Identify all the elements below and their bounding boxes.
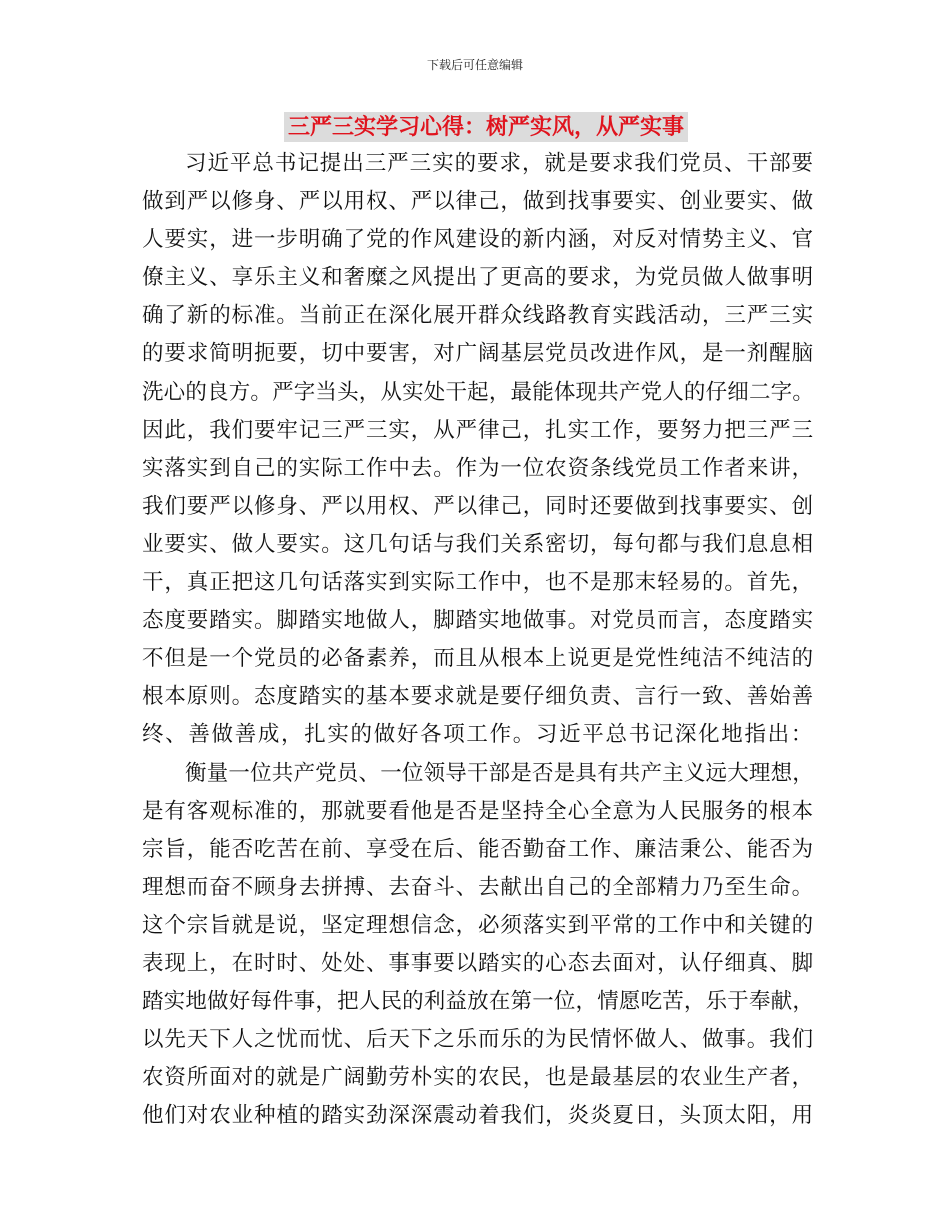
text-line: 终、善做善成，扎实的做好各项工作。习近平总书记深化地指出： [142, 722, 814, 748]
text-line: 态度要踏实。脚踏实地做人，脚踏实地做事。对党员而言，态度踏实 [142, 608, 814, 634]
text-line: 确了新的标准。当前正在深化展开群众线路教育实践活动，三严三实 [142, 303, 814, 329]
document-body [142, 145, 814, 1135]
text-line: 人要实，进一步明确了党的作风建设的新内涵，对反对情势主义、官 [142, 227, 814, 253]
text-line: 表现上，在时时、处处、事事要以踏实的心态去面对，认仔细真、脚 [142, 950, 814, 976]
text-line: 的要求简明扼要，切中要害，对广阔基层党员改进作风，是一剂醒脑 [142, 341, 814, 367]
text-line: 业要实、做人要实。这几句话与我们关系密切，每句都与我们息息相 [142, 531, 814, 557]
text-line: 因此，我们要牢记三严三实，从严律己，扎实工作，要努力把三严三 [142, 417, 814, 443]
text-line: 我们要严以修身、严以用权、严以律己，同时还要做到找事要实、创 [142, 493, 814, 519]
text-line: 农资所面对的就是广阔勤劳朴实的农民，也是最基层的农业生产者， [142, 1065, 814, 1091]
title-container [284, 112, 688, 142]
text-line: 根本原则。态度踏实的基本要求就是要仔细负责、言行一致、善始善 [142, 684, 814, 710]
text-line: 洗心的良方。严字当头，从实处干起，最能体现共产党人的仔细二字。 [142, 379, 814, 405]
text-line: 习近平总书记提出三严三实的要求，就是要求我们党员、干部要 [185, 151, 814, 176]
header-note: 下载后可任意编辑 [426, 58, 523, 72]
text-line: 是有客观标准的，那就要看他是否是坚持全心全意为人民服务的根本 [142, 798, 814, 824]
text-line: 以先天下人之忧而忧、后天下之乐而乐的为民情怀做人、做事。我们 [142, 1027, 814, 1053]
text-line: 理想而奋不顾身去拼搏、去奋斗、去献出自己的全部精力乃至生命。 [142, 874, 814, 900]
text-line: 宗旨，能否吃苦在前、享受在后、能否勤奋工作、廉洁秉公、能否为 [142, 836, 814, 862]
text-line: 实落实到自己的实际工作中去。作为一位农资条线党员工作者来讲， [142, 455, 814, 481]
text-line: 这个宗旨就是说，坚定理想信念，必须落实到平常的工作中和关键的 [142, 912, 814, 938]
text-line: 衡量一位共产党员、一位领导干部是否是具有共产主义远大理想， [185, 760, 814, 786]
text-line: 不但是一个党员的必备素养，而且从根本上说更是党性纯洁不纯洁的 [142, 646, 814, 672]
text-line: 干，真正把这几句话落实到实际工作中，也不是那末轻易的。首先， [142, 570, 814, 596]
document-title: 三严三实学习心得：树严实风，从严实事 [284, 112, 688, 142]
text-line: 他们对农业种植的踏实劲深深震动着我们，炎炎夏日，头顶太阳，用 [142, 1103, 814, 1129]
text-line: 僚主义、享乐主义和奢糜之风提出了更高的要求，为党员做人做事明 [142, 265, 814, 291]
text-line: 踏实地做好每件事，把人民的利益放在第一位，情愿吃苦，乐于奉献， [142, 989, 814, 1015]
text-line: 做到严以修身、严以用权、严以律己，做到找事要实、创业要实、做 [142, 189, 814, 215]
